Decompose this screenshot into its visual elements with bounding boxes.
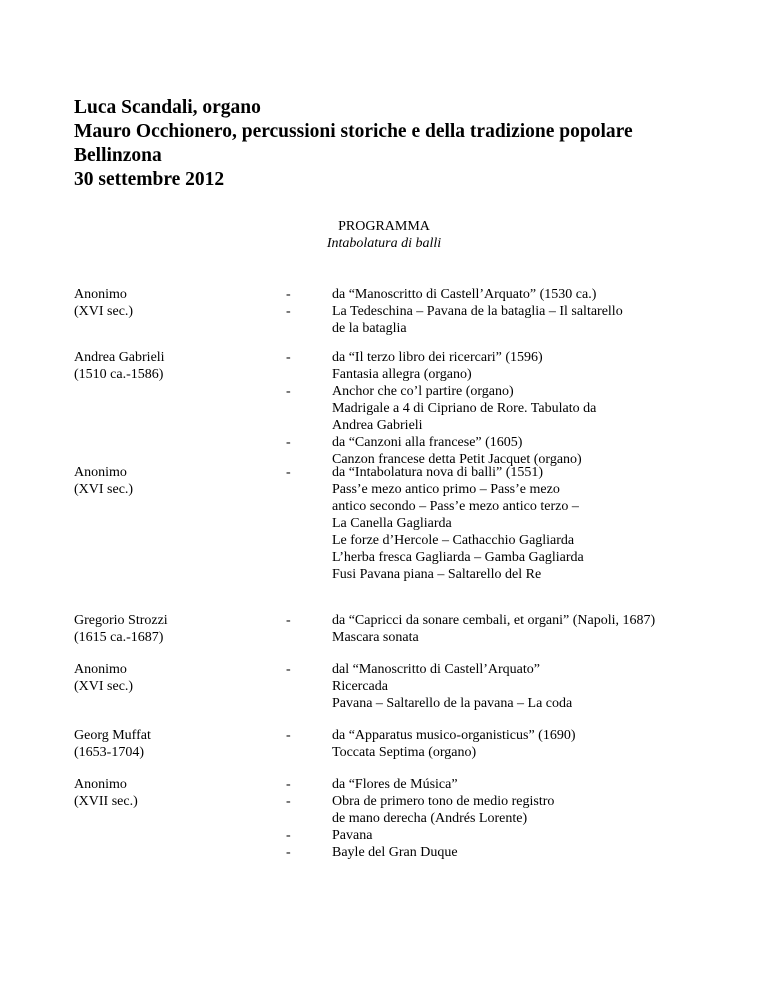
work-item [74, 303, 734, 337]
composer-name: Anonimo [74, 465, 127, 480]
work-item [74, 844, 734, 861]
work-line: dal “Manoscritto di Castell’Arquato” [332, 662, 540, 677]
composer-dates: (XVI sec.) [74, 304, 134, 319]
work-line: Fantasia allegra (organo) [332, 367, 472, 382]
programma-heading [0, 218, 768, 252]
work-line: Canzon francese detta Petit Jacquet (organo) [332, 452, 582, 467]
composer-name: Andrea Gabrieli [74, 350, 165, 365]
work-item [74, 383, 734, 434]
programma-title: PROGRAMMA [338, 219, 430, 234]
performer-percussion: Mauro Occhionero, percussioni storiche e della tradizione popolare [74, 121, 633, 142]
work-line: Le forze d’Hercole – Cathacchio Gagliarda [332, 533, 575, 548]
work-line: Anchor che co’l partire (organo) [332, 384, 514, 399]
bullet-dash: - [286, 465, 291, 480]
work-line: da “Canzoni alla francese” (1605) [332, 435, 523, 450]
bullet-dash: - [286, 435, 291, 450]
bullet-dash: - [286, 384, 291, 399]
work-line: Mascara sonata [332, 630, 419, 645]
composer-dates: (XVI sec.) [74, 482, 134, 497]
work-item [74, 776, 734, 793]
work-line: Toccata Septima (organo) [332, 745, 477, 760]
work-line: da “Apparatus musico-organisticus” (1690) [332, 728, 576, 743]
composer-dates: (XVII sec.) [74, 794, 138, 809]
composer-dates: (1653-1704) [74, 745, 144, 760]
work-line: L’herba fresca Gagliarda – Gamba Gagliarda [332, 550, 584, 565]
work-line: Fusi Pavana piana – Saltarello del Re [332, 567, 542, 582]
bullet-dash: - [286, 777, 291, 792]
work-line: Bayle del Gran Duque [332, 845, 458, 860]
work-line: Pavana [332, 828, 373, 843]
bullet-dash: - [286, 662, 291, 677]
work-line: antico secondo – Pass’e mezo antico terzo – [332, 499, 579, 514]
composer-dates: (1510 ca.-1586) [74, 367, 164, 382]
work-item [74, 827, 734, 844]
bullet-dash: - [286, 845, 291, 860]
work-list [74, 286, 734, 337]
work-item [74, 464, 734, 583]
concert-header [74, 96, 633, 192]
work-item [74, 286, 734, 303]
composer-name: Georg Muffat [74, 728, 151, 743]
work-item [74, 349, 734, 383]
work-line: Andrea Gabrieli [332, 418, 423, 433]
programma-subtitle: Intabolatura di balli [326, 236, 442, 251]
composer-name: Anonimo [74, 777, 127, 792]
work-line: da “Il terzo libro dei ricercari” (1596) [332, 350, 543, 365]
work-line: Obra de primero tono de medio registro [332, 794, 555, 809]
work-item [74, 612, 734, 646]
composer-dates: (XVI sec.) [74, 679, 134, 694]
work-line: da “Manoscritto di Castell’Arquato” (1530 ca.) [332, 287, 597, 302]
performer-organ: Luca Scandali, organo [74, 97, 261, 118]
concert-date: 30 settembre 2012 [74, 169, 225, 190]
bullet-dash: - [286, 350, 291, 365]
work-line: de mano derecha (Andrés Lorente) [332, 811, 528, 826]
work-item [74, 727, 734, 761]
composer-dates: (1615 ca.-1687) [74, 630, 164, 645]
work-line: da “Flores de Música” [332, 777, 458, 792]
work-list [74, 349, 734, 468]
work-line: da “Intabolatura nova di balli” (1551) [332, 465, 544, 480]
work-list [74, 776, 734, 861]
composer-name: Gregorio Strozzi [74, 613, 168, 628]
work-line: Pavana – Saltarello de la pavana – La coda [332, 696, 573, 711]
bullet-dash: - [286, 828, 291, 843]
concert-location: Bellinzona [74, 145, 162, 166]
bullet-dash: - [286, 613, 291, 628]
work-list [74, 464, 734, 583]
bullet-dash: - [286, 728, 291, 743]
composer-name: Anonimo [74, 287, 127, 302]
work-line: Pass’e mezo antico primo – Pass’e mezo [332, 482, 560, 497]
composer-name: Anonimo [74, 662, 127, 677]
work-line: Madrigale a 4 di Cipriano de Rore. Tabulato da [332, 401, 597, 416]
work-list [74, 727, 734, 761]
work-line: de la bataglia [332, 321, 407, 336]
work-list [74, 661, 734, 712]
work-list [74, 612, 734, 646]
work-line: La Canella Gagliarda [332, 516, 452, 531]
work-line: da “Capricci da sonare cembali, et organi” (Napoli, 1687) [332, 613, 656, 628]
work-line: Ricercada [332, 679, 388, 694]
work-item [74, 793, 734, 827]
bullet-dash: - [286, 304, 291, 319]
work-item [74, 661, 734, 712]
work-item [74, 434, 734, 468]
bullet-dash: - [286, 794, 291, 809]
work-line: La Tedeschina – Pavana de la bataglia – Il saltarello [332, 304, 623, 319]
bullet-dash: - [286, 287, 291, 302]
